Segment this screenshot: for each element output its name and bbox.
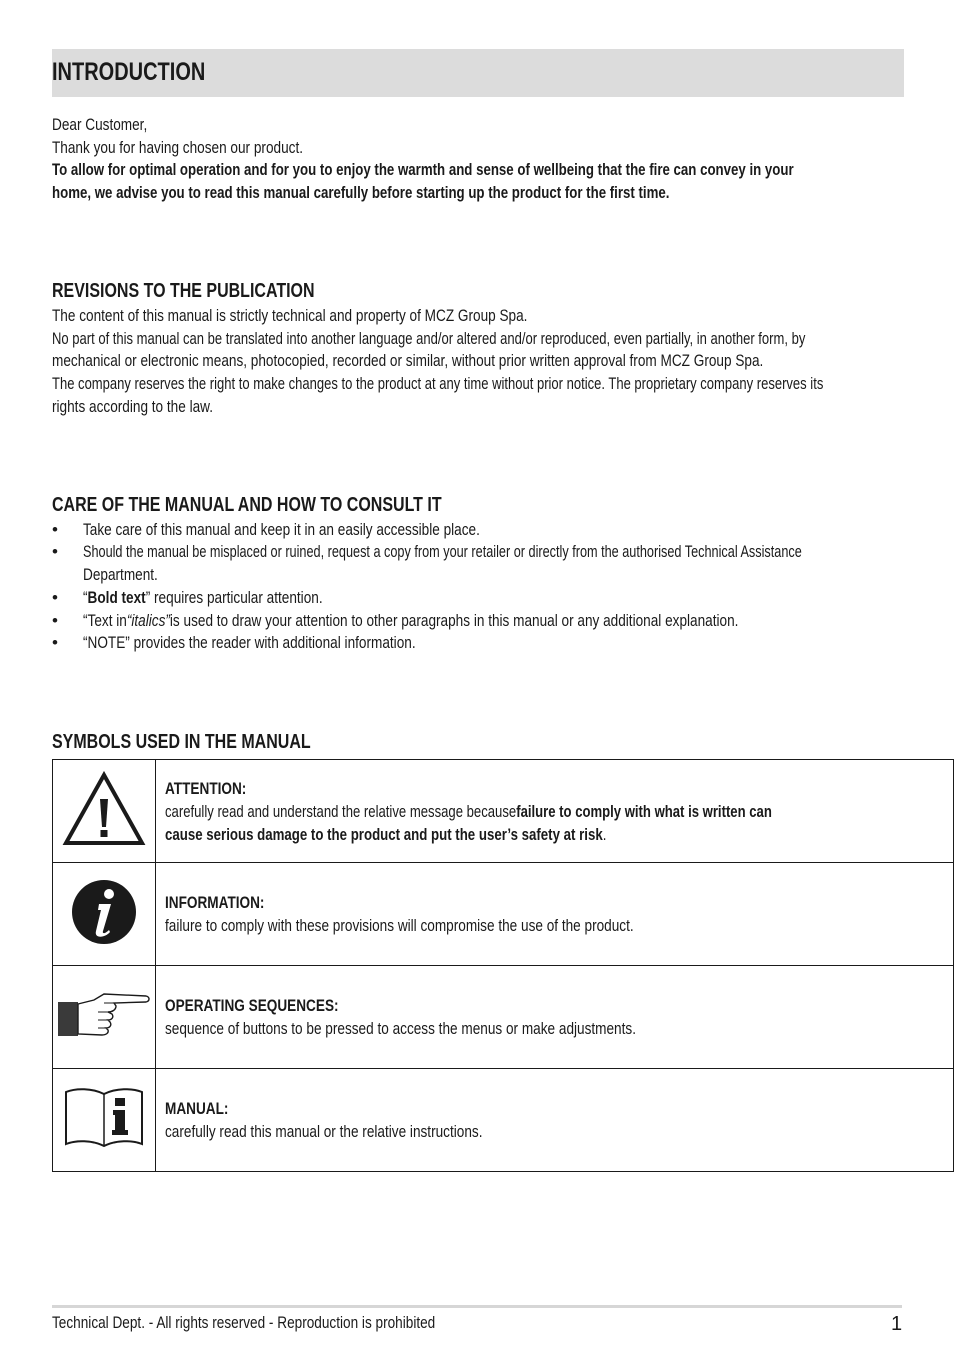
attention-label: ATTENTION:: [165, 778, 247, 798]
greeting: Dear Customer,: [52, 115, 148, 134]
table-row: [53, 1069, 954, 1172]
advice-text-line2: home, we advise you to read this manual carefully before starting up the product for the first time.: [52, 183, 670, 202]
information-label: INFORMATION:: [165, 893, 265, 912]
manual-book-icon: [62, 1086, 146, 1150]
page-title: INTRODUCTION: [52, 58, 206, 86]
thanks-text: Thank you for having chosen our product.: [52, 138, 303, 157]
advice-text-line1: To allow for optimal operation and for you to enjoy the warmth and sense of wellbeing that the fire can convey in your: [52, 160, 794, 179]
table-row: [53, 966, 954, 1069]
revisions-line: mechanical or electronic means, photocopied, recorded or similar, without prior written approval from MCZ Group Spa.: [52, 351, 764, 370]
table-row: [53, 760, 954, 863]
operating-sequences-label: OPERATING SEQUENCES:: [165, 996, 339, 1015]
revisions-line: The company reserves the right to make changes to the product at any time without prior notice. The proprietary company reserves its: [52, 374, 824, 393]
symbol-cell: [53, 966, 156, 1069]
symbol-description: MANUAL: carefully read this manual or the relative instructions.: [156, 1069, 954, 1172]
symbol-cell: [53, 1069, 156, 1172]
pointing-hand-icon: [54, 990, 154, 1040]
symbols-heading: SYMBOLS USED IN THE MANUAL: [52, 731, 311, 753]
revisions-line: The content of this manual is strictly technical and property of MCZ Group Spa.: [52, 306, 528, 325]
footer-text: Technical Dept. - All rights reserved - Reproduction is prohibited: [52, 1313, 436, 1332]
care-heading: CARE OF THE MANUAL AND HOW TO CONSULT IT: [52, 494, 442, 516]
revisions-line: rights according to the law.: [52, 397, 214, 416]
page-number: 1: [891, 1313, 903, 1335]
revisions-heading: REVISIONS TO THE PUBLICATION: [52, 280, 315, 302]
info-circle-icon: [69, 877, 139, 947]
revisions-line: No part of this manual can be translated into another language and/or altered and/or reproduced, even partially, in another form, by: [52, 329, 806, 348]
section-title-bar: [52, 49, 904, 97]
manual-label: MANUAL:: [165, 1099, 229, 1118]
symbol-description: INFORMATION: failure to comply with these provisions will compromise the use of the product.: [156, 863, 954, 966]
symbols-table: [52, 759, 954, 1172]
warning-triangle-icon: [62, 771, 146, 847]
table-row: [53, 863, 954, 966]
symbol-cell: [53, 760, 156, 863]
symbol-description: OPERATING SEQUENCES: sequence of buttons to be pressed to access the menus or make adjustments.: [156, 966, 954, 1069]
footer-rule: [52, 1305, 902, 1308]
symbol-description: ATTENTION: carefully read and understand the relative message becausefailure to comply with what is written can cause serious damage to the product and put the user’s safety at risk.: [156, 760, 954, 863]
symbol-cell: [53, 863, 156, 966]
